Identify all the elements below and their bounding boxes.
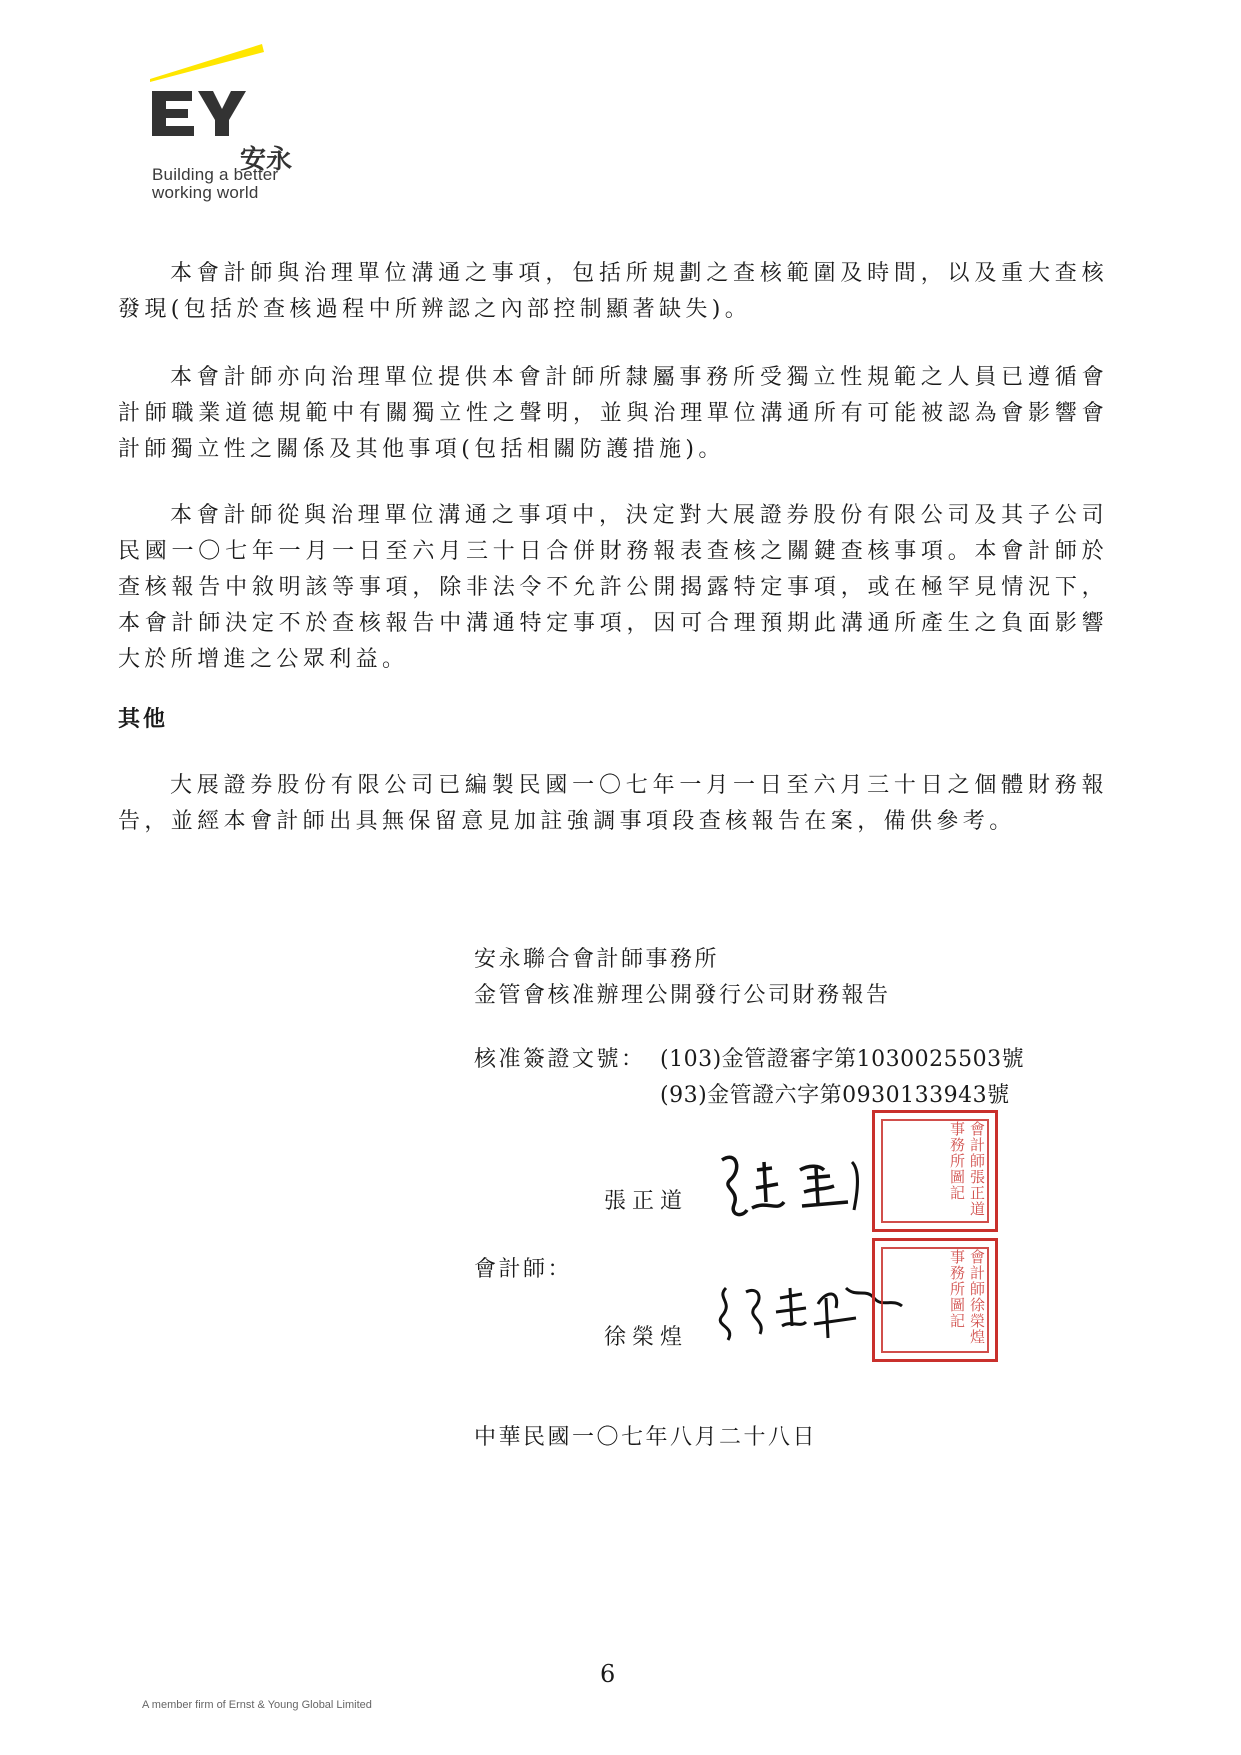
signature-1-image <box>712 1140 882 1230</box>
logo-letter-e <box>152 91 194 136</box>
approval-number-label: 核准簽證文號： <box>474 1047 646 1072</box>
logo-tagline <box>152 166 332 202</box>
approval-number-2: (93)金管證六字第0930133943號 <box>660 1083 1010 1108</box>
accountant-name-2: 徐榮煌 <box>604 1325 689 1350</box>
heading-other: 其他 <box>118 707 169 732</box>
paragraph-key-audit-matters: 本會計師從與治理單位溝通之事項中，決定對大展證券股份有限公司及其子公司民國一〇七年一月一日至六月三十日合併財務報表查核之關鍵查核事項。本會計師於查核報告中敘明該等事項，除非法令不允許公開揭露特定事項，或在極罕見情況下，本會計師決定不於查核報告中溝通特定事項，因可合理預期此溝通所產生之負面影響大於所增進之公眾利益。 <box>118 503 1108 672</box>
seal-text-2: 會計師徐榮煌事務所圖記 <box>881 1247 989 1353</box>
report-date: 中華民國一〇七年八月二十八日 <box>474 1425 818 1450</box>
ey-logo <box>150 44 330 204</box>
accountant-name-1: 張正道 <box>604 1189 689 1214</box>
paragraph-other: 大展證券股份有限公司已編製民國一〇七年一月一日至六月三十日之個體財務報告，並經本會計師出具無保留意見加註強調事項段查核報告在案，備供參考。 <box>118 773 1108 834</box>
seal-accountant-1 <box>872 1110 998 1232</box>
firm-approval-line: 金管會核准辦理公開發行公司財務報告 <box>474 983 891 1008</box>
logo-beam <box>150 44 264 82</box>
logo-tagline-line2: working world <box>152 183 259 202</box>
accountant-label: 會計師： <box>474 1257 573 1282</box>
logo-chinese-name: 安永 <box>240 145 293 175</box>
page-number: 6 <box>600 1660 616 1688</box>
approval-number-1: (103)金管證審字第1030025503號 <box>660 1047 1025 1072</box>
paragraph-governance-communication: 本會計師與治理單位溝通之事項，包括所規劃之查核範圍及時間，以及重大查核發現(包括於查核過程中所辨認之內部控制顯著缺失)。 <box>118 261 1108 322</box>
ey-logo-mark <box>150 44 330 139</box>
firm-name: 安永聯合會計師事務所 <box>474 947 720 972</box>
seal-text-1: 會計師張正道事務所圖記 <box>881 1119 989 1223</box>
logo-tagline-line1: Building a better <box>152 165 279 184</box>
footer-member-firm: A member firm of Ernst & Young Global Limited <box>142 1699 372 1711</box>
seal-accountant-2 <box>872 1238 998 1362</box>
logo-letter-y <box>198 91 246 136</box>
paragraph-independence-statement: 本會計師亦向治理單位提供本會計師所隸屬事務所受獨立性規範之人員已遵循會計師職業道德規範中有關獨立性之聲明，並與治理單位溝通所有可能被認為會影響會計師獨立性之關係及其他事項(包括相關防護措施)。 <box>118 365 1108 462</box>
